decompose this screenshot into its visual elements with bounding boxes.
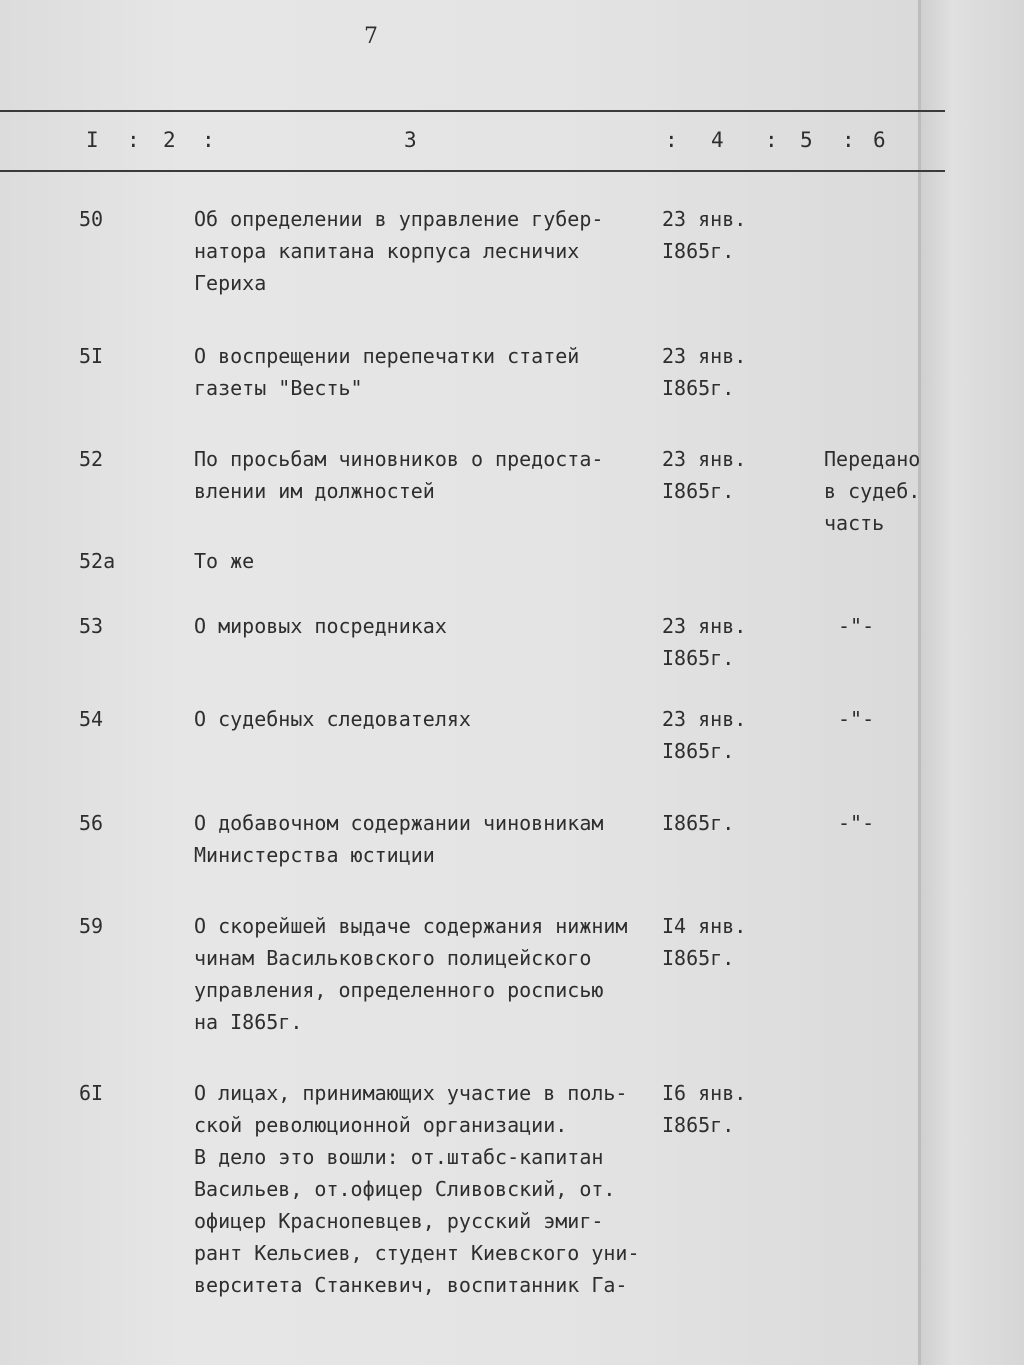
case-title: То же [194,549,255,573]
page-number: 7 [364,24,378,49]
case-title: Об определении в управление губер- натора капитана корпуса лесничих Гериха [194,207,604,295]
header-top-rule [0,110,945,112]
ditto-mark: -"- [838,707,875,731]
ditto-mark: -"- [838,811,875,835]
case-title: О добавочном содержании чиновникам Министерства юстиции [194,811,604,867]
case-title: О скорейшей выдаче содержания нижним чинам Васильковского полицейского управления, определенного росписью на I865г. [194,914,628,1034]
case-date: 23 янв. I865г. [662,207,747,263]
case-date: 23 янв. I865г. [662,447,747,503]
column-header-2: 2 [163,128,176,152]
case-number: 50 [79,207,104,231]
column-separator: : [765,128,778,152]
case-title: По просьбам чиновников о предоста- влении им должностей [194,447,604,503]
case-number: 56 [79,811,104,835]
case-number: 6I [79,1081,104,1105]
case-number: 52а [79,549,116,573]
header-bottom-rule [0,170,945,172]
case-date: 23 янв. I865г. [662,707,747,763]
next-page-margin [921,0,1024,1365]
case-number: 54 [79,707,104,731]
case-date: I4 янв. I865г. [662,914,747,970]
column-separator: : [127,128,140,152]
case-title: О воспрещении перепечатки статей газеты "Весть" [194,344,580,400]
column-header-1: I [86,128,99,152]
column-separator: : [665,128,678,152]
case-date: I865г. [662,811,735,835]
column-separator: : [842,128,855,152]
case-note: Передано в судеб. часть [824,447,921,535]
ditto-mark: -"- [838,614,875,638]
case-number: 53 [79,614,104,638]
case-number: 59 [79,914,104,938]
case-title: О мировых посредниках [194,614,447,638]
case-title: О лицах, принимающих участие в поль- ской революционной организации. В дело это вошли: от.штабс-капитан Васильев, от.офицер Сливовский, от. офицер Краснопевцев, русский эмиг- рант Кельсиев, студент Киевского уни- верситета Станкевич, воспитанник Га- [194,1081,640,1297]
case-date: 23 янв. I865г. [662,614,747,670]
case-title: О судебных следователях [194,707,471,731]
column-header-3: 3 [404,128,417,152]
column-separator: : [202,128,215,152]
case-date: I6 янв. I865г. [662,1081,747,1137]
case-date: 23 янв. I865г. [662,344,747,400]
column-header-4: 4 [711,128,724,152]
column-header-5: 5 [800,128,813,152]
case-number: 5I [79,344,104,368]
case-number: 52 [79,447,104,471]
column-header-6: 6 [873,128,886,152]
